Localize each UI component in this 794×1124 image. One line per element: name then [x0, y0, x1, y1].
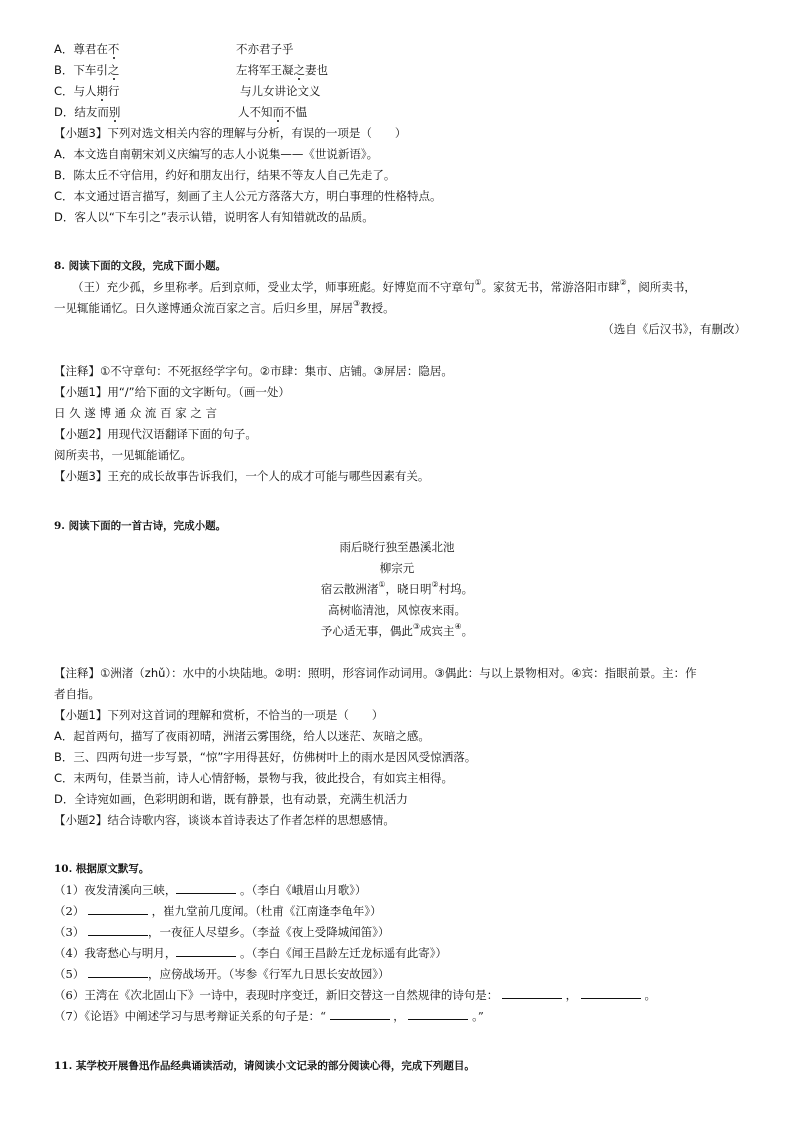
q7-option-d-right: 人不知而不愠 [238, 105, 307, 119]
q10-heading: 10. 根据原文默写。 [54, 863, 150, 875]
q9-poem-line-3: 予心适无事，偶此③成宾主④。 [320, 622, 474, 638]
q7-option-c-left: C．与人期行 [54, 84, 120, 98]
q9-poem-line-2: 高树临清池，风惊夜来雨。 [328, 603, 466, 617]
answer-blank[interactable] [330, 1008, 390, 1020]
q8-passage-line-2: 一见辄能诵忆。日久遂博通众流百家之言。后归乡里，屏居③教授。 [54, 299, 395, 315]
q9-heading: 9. 阅读下面的一首古诗，完成小题。 [54, 520, 227, 532]
q10-item-6: （6）王湾在《次北固山下》一诗中，表现时序变迁，新旧交替这一自然规律的诗句是： ， 。 [54, 988, 656, 1002]
answer-blank[interactable] [176, 882, 236, 894]
q7-option-a-left: A．尊君在不 [54, 42, 120, 56]
q7-sub3-option-b: B．陈太丘不守信用，约好和朋友出行，结果不等友人自己先走了。 [54, 168, 396, 182]
answer-blank[interactable] [88, 966, 148, 978]
q8-heading: 8. 阅读下面的文段，完成下面小题。 [54, 260, 227, 272]
q9-poem-author: 柳宗元 [379, 561, 415, 575]
q9-poem-title: 雨后晓行独至愚溪北池 [339, 540, 455, 554]
q10-item-1: （1）夜发清溪向三峡， 。（李白《峨眉山月歌》） [54, 883, 367, 897]
q10-item-2: （2） ，崔九堂前几度闻。（杜甫《江南逢李龟年》） [54, 904, 382, 918]
q7-sub3-option-c: C．本文通过语言描写，刻画了主人公元方落落大方，明白事理的性格特点。 [54, 189, 442, 203]
q7-sub3-option-d: D．客人以“下车引之”表示认错，说明客人有知错就改的品质。 [54, 210, 374, 224]
answer-blank[interactable] [581, 987, 641, 999]
q8-subquestion-2: 【小题2】用现代汉语翻译下面的句子。 [54, 427, 257, 441]
q7-option-a-right: 不亦君子乎 [236, 42, 294, 56]
q9-sub1-option-a: A．起首两句，描写了夜雨初晴，洲渚云雾围绕，给人以迷茫、灰暗之感。 [54, 729, 430, 743]
q9-poem-line-1: 宿云散洲渚①，晓日明②村坞。 [320, 580, 474, 596]
q10-item-5: （5） ，应傍战场开。（岑参《行军九日思长安故园》） [54, 967, 390, 981]
q7-option-c-right: 与儿女讲论文义 [240, 84, 321, 98]
q10-item-3: （3） ，一夜征人尽望乡。（李益《夜上受降城闻笛》） [54, 925, 390, 939]
q8-sub1-text: 日 久 遂 博 通 众 流 百 家 之 言 [54, 406, 218, 420]
q10-item-4: （4）我寄愁心与明月， 。（李白《闻王昌龄左迁龙标遥有此寄》） [54, 946, 447, 960]
q9-subquestion-1: 【小题1】下列对这首词的理解和赏析，不恰当的一项是（ ） [54, 708, 384, 722]
q9-subquestion-2: 【小题2】结合诗歌内容，谈谈本首诗表达了作者怎样的思想感情。 [54, 813, 395, 827]
q10-item-7: （7）《论语》中阐述学习与思考辩证关系的句子是：“ ， 。” [54, 1009, 484, 1023]
q9-sub1-option-c: C．末两句，佳景当前，诗人心情舒畅，景物与我，彼此投合，有如宾主相得。 [54, 771, 454, 785]
answer-blank[interactable] [176, 945, 236, 957]
q7-option-b-left: B．下车引之 [54, 63, 120, 77]
q7-subquestion-3: 【小题3】下列对选文相关内容的理解与分析，有误的一项是（ ） [54, 126, 407, 140]
q8-passage-line-1: （王）充少孤，乡里称孝。后到京师，受业太学，师事班彪。好博览而不守章句①。家贫无书，常游洛阳市肆②，阅所卖书， [72, 278, 696, 294]
q9-notes-line-1: 【注释】①洲渚（zhǔ）：水中的小块陆地。②明：照明，形容词作动词用。③偶此：与以上景物相对。④宾：指眼前景。主：作 [54, 666, 697, 680]
q8-source: （选自《后汉书》，有删改） [602, 322, 746, 336]
q7-option-d-left: D．结友而别 [54, 105, 121, 119]
q11-heading: 11. 某学校开展鲁迅作品经典诵读活动，请阅读小文记录的部分阅读心得，完成下列题目。 [54, 1060, 475, 1072]
q8-notes: 【注释】①不守章句：不死抠经学字句。②市肆：集市、店铺。③屏居：隐居。 [54, 364, 453, 378]
q9-sub1-option-b: B．三、四两句进一步写景，“惊”字用得甚好，仿佛树叶上的雨水是因风受惊洒落。 [54, 750, 477, 764]
q8-sub2-text: 阅所卖书，一见辄能诵忆。 [54, 448, 192, 462]
q7-option-b-right: 左将军王凝之妻也 [236, 63, 328, 77]
q9-sub1-option-d: D．全诗宛如画，色彩明朗和谐，既有静景，也有动景，充满生机活力 [54, 792, 408, 806]
answer-blank[interactable] [88, 924, 148, 936]
q8-subquestion-3: 【小题3】王充的成长故事告诉我们，一个人的成才可能与哪些因素有关。 [54, 469, 430, 483]
answer-blank[interactable] [408, 1008, 468, 1020]
answer-blank[interactable] [502, 987, 562, 999]
q7-sub3-option-a: A．本文选自南朝宋刘义庆编写的志人小说集——《世说新语》。 [54, 147, 379, 161]
q9-notes-line-2: 者自指。 [54, 687, 100, 701]
q8-subquestion-1: 【小题1】用“/”给下面的文字断句。（画一处） [54, 385, 290, 399]
answer-blank[interactable] [88, 903, 148, 915]
